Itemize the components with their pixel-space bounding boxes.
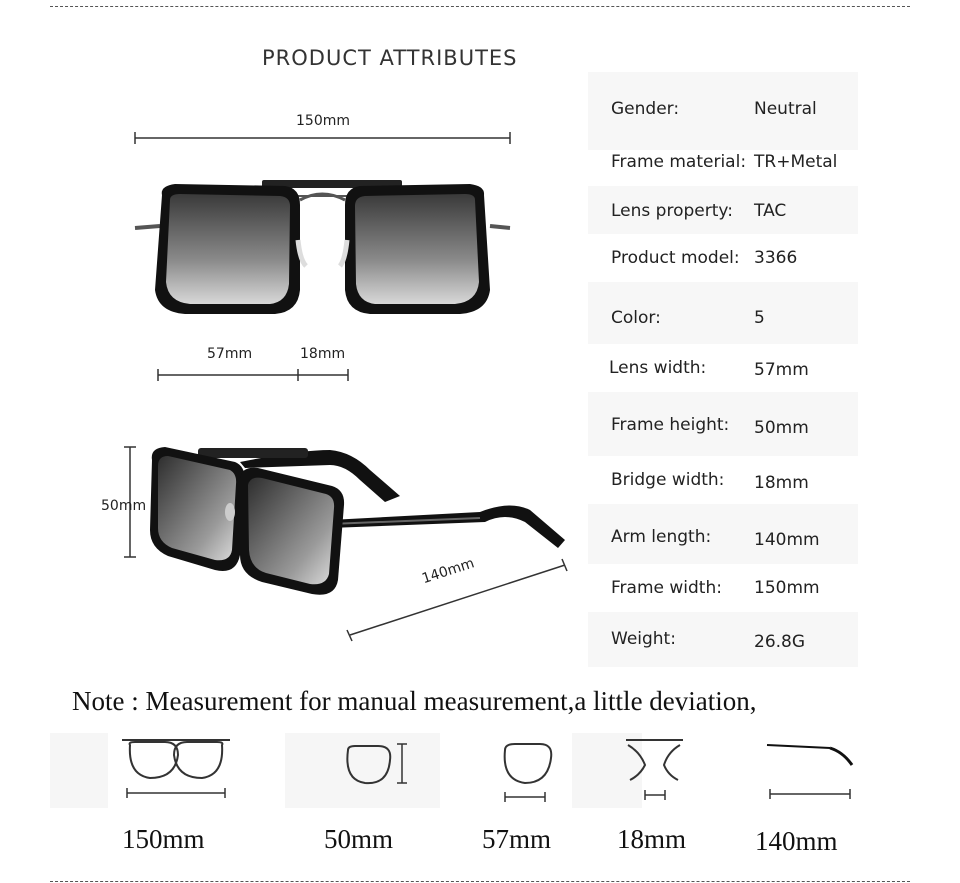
measurement-note: Note : Measurement for manual measurement,a little deviation, [72, 686, 757, 716]
attribute-row-frame-material: Frame material: TR+Metal [588, 150, 858, 186]
attribute-row-lens-width: Lens width: 57mm [588, 344, 858, 392]
bottom-divider [50, 881, 910, 882]
measurement-label-frame-width: 150mm [122, 824, 205, 854]
bridge-width-icon [626, 740, 683, 800]
height-label: 50mm [101, 498, 147, 514]
attribute-row-frame-width: Frame width: 150mm [588, 564, 858, 612]
lens-width-label: 57mm [207, 346, 253, 362]
measurement-label-frame-height: 50mm [324, 824, 394, 854]
lens-width-icon [505, 744, 552, 802]
bridge-width-label: 18mm [300, 346, 346, 362]
arm-length-icon [767, 745, 852, 799]
measurement-label-arm-length: 140mm [755, 826, 838, 856]
attribute-row-bridge-width: Bridge width: 18mm [588, 456, 858, 504]
frame-height-icon [347, 744, 407, 783]
arm-length-label: 140mm [420, 555, 477, 588]
attribute-row-product-model: Product model: 3366 [588, 234, 858, 282]
total-width-label: 150mm [296, 113, 350, 129]
section-title: PRODUCT ATTRIBUTES [262, 46, 518, 70]
measurement-label-lens-width: 57mm [482, 824, 552, 854]
attributes-table: Gender: Neutral Frame material: TR+Metal Lens property: TAC Product model: 3366 Color: 5 Lens width: 57mm Frame height: 50mm Bridge width: 18mm Arm length: 140mm Frame width: 150mm Weight: 26.8G [588, 72, 858, 667]
measurement-label-bridge-width: 18mm [617, 824, 687, 854]
frame-width-icon [122, 740, 230, 798]
